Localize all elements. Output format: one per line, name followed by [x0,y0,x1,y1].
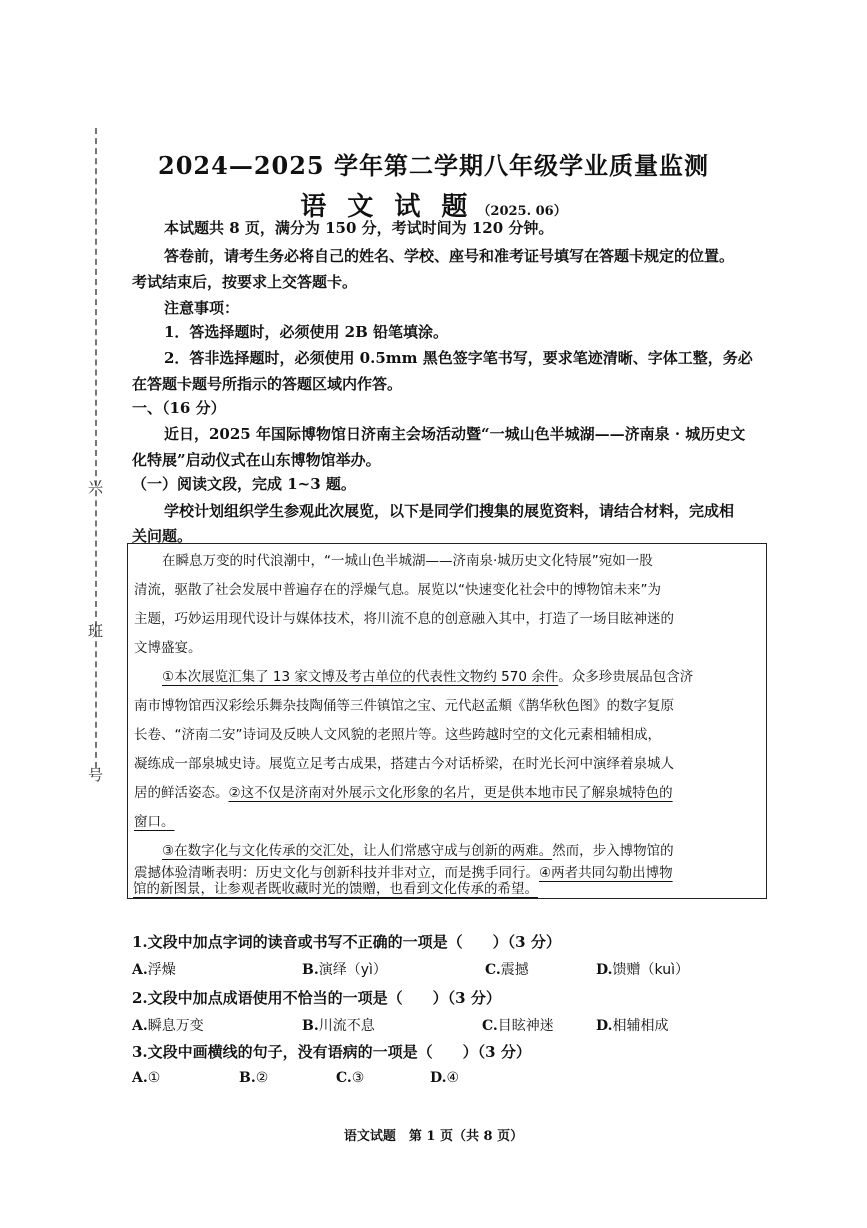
passage-line: 清流，驱散了社会发展中普遍存在的浮燥气息。展览以“快速变化社会中的博物馆未来”为 [134,582,661,598]
intro-line: 近日，2025 年国际博物馆日济南主会场活动暨“一城山色半城湖——济南泉 · 城历史文 [164,425,746,443]
notice-item: 在答题卡题号所指示的答题区域内作答。 [132,375,403,393]
passage-line: ③在数字化与文化传承的交汇处，让人们常感守成与创新的两难。然而，步入博物馆的 [162,843,674,859]
sub-heading: （一）阅读文段，完成 1~3 题。 [132,475,356,493]
question-3-option-b[interactable]: B.② [239,1070,269,1086]
margin-mark-school: 兴 [88,478,104,496]
reading-passage-box [127,543,767,899]
instruction-line: 本试题共 8 页，满分为 150 分，考试时间为 120 分钟。 [164,219,554,237]
question-1-option-b[interactable]: B.演绎（yì） [302,962,387,978]
margin-mark-number: 号 [88,766,104,784]
passage-line: 震撼体验清晰表明：历史文化与创新科技并非对立，而是携手同行。④两者共同勾勒出博物 [134,865,673,881]
passage-line: 凝练成一部泉城史诗。展览立足考古成果，搭建古今对话桥梁，在时光长河中演绎着泉城人 [134,756,674,772]
question-2-option-a[interactable]: A.瞬息万变 [132,1018,204,1034]
passage-line: 在瞬息万变的时代浪潮中，“一城山色半城湖——济南泉·城历史文化特展”宛如一股 [162,553,653,569]
underlined-sentence-1: ①本次展览汇集了 13 家文博及考古单位的代表性文物约 570 余件 [162,669,559,685]
underlined-sentence-4: ④两者共同勾勒出博物 [539,865,673,881]
passage-line: ①本次展览汇集了 13 家文博及考古单位的代表性文物约 570 余件。众多珍贵展品包含济 [162,669,694,685]
margin-mark-class: 班 [88,622,104,640]
passage-line [134,813,175,831]
passage-line: 长卷、“济南二安”诗词及反映人文风貌的老照片等。这些跨越时空的文化元素相辅相成， [134,727,661,743]
exam-date: （2025. 06） [477,204,567,219]
question-2-option-c[interactable]: C.目眩神迷 [482,1018,554,1034]
intro-line: 化特展”启动仪式在山东博物馆举办。 [132,451,381,469]
underlined-sentence-2-end: 窗口。 [134,814,175,830]
question-2-option-d[interactable]: D.相辅相成 [596,1018,669,1034]
passage-last-line [133,880,538,898]
question-3-stem: 3.文段中画横线的句子，没有语病的一项是（ ）（3 分） [132,1043,531,1061]
exam-title: 2024—2025 学年第二学期八年级学业质量监测 [158,151,709,180]
question-1-stem: 1.文段中加点字词的读音或书写不正确的一项是（ ）（3 分） [132,933,561,951]
binding-dashed-line [95,128,97,768]
question-1-option-d[interactable]: D.馈赠（kuì） [596,962,689,978]
question-3-option-d[interactable]: D.④ [430,1070,460,1086]
question-3-option-a[interactable]: A.① [132,1070,161,1086]
question-1-option-c[interactable]: C.震撼 [485,962,529,978]
task-line: 学校计划组织学生参观此次展览，以下是同学们搜集的展览资料，请结合材料，完成相 [164,502,735,520]
notice-heading: 注意事项： [164,299,240,317]
passage-line: 居的鲜活姿态。②这不仅是济南对外展示文化形象的名片，更是供本地市民了解泉城特色的 [134,785,673,801]
task-line: 关问题。 [132,527,193,545]
underlined-sentence-3: ③在数字化与文化传承的交汇处，让人们常感守成与创新的两难。 [162,843,553,859]
section-heading: 一、（16 分） [132,399,226,417]
notice-item: 2．答非选择题时，必须使用 0.5mm 黑色签字笔书写，要求笔迹清晰、字体工整，务必 [164,349,753,367]
underlined-sentence-4-end: 馆的新图景，让参观者既收藏时光的馈赠，也看到文化传承的希望。 [133,881,538,897]
passage-line: 南市博物馆西汉彩绘乐舞杂技陶俑等三件镇馆之宝、元代赵孟頫《鹊华秋色图》的数字复原 [134,698,674,714]
page-footer: 语文试题 第 1 页（共 8 页） [343,1129,524,1144]
passage-line: 文博盛宴。 [134,640,202,656]
question-1-option-a[interactable]: A.浮燥 [132,962,176,978]
subject-name: 语 文 试 题 [300,192,474,222]
instruction-line: 考试结束后，按要求上交答题卡。 [132,273,358,291]
question-2-stem: 2.文段中加点成语使用不恰当的一项是（ ）（3 分） [132,989,501,1007]
underlined-sentence-2: ②这不仅是济南对外展示文化形象的名片，更是供本地市民了解泉城特色的 [228,785,673,801]
question-2-option-b[interactable]: B.川流不息 [302,1018,375,1034]
instruction-line: 答卷前，请考生务必将自己的姓名、学校、座号和准考证号填写在答题卡规定的位置。 [164,247,735,265]
question-3-option-c[interactable]: C.③ [336,1070,365,1086]
notice-item: 1．答选择题时，必须使用 2B 铅笔填涂。 [164,323,448,341]
passage-line: 主题，巧妙运用现代设计与媒体技术，将川流不息的创意融入其中，打造了一场目眩神迷的 [134,611,674,627]
